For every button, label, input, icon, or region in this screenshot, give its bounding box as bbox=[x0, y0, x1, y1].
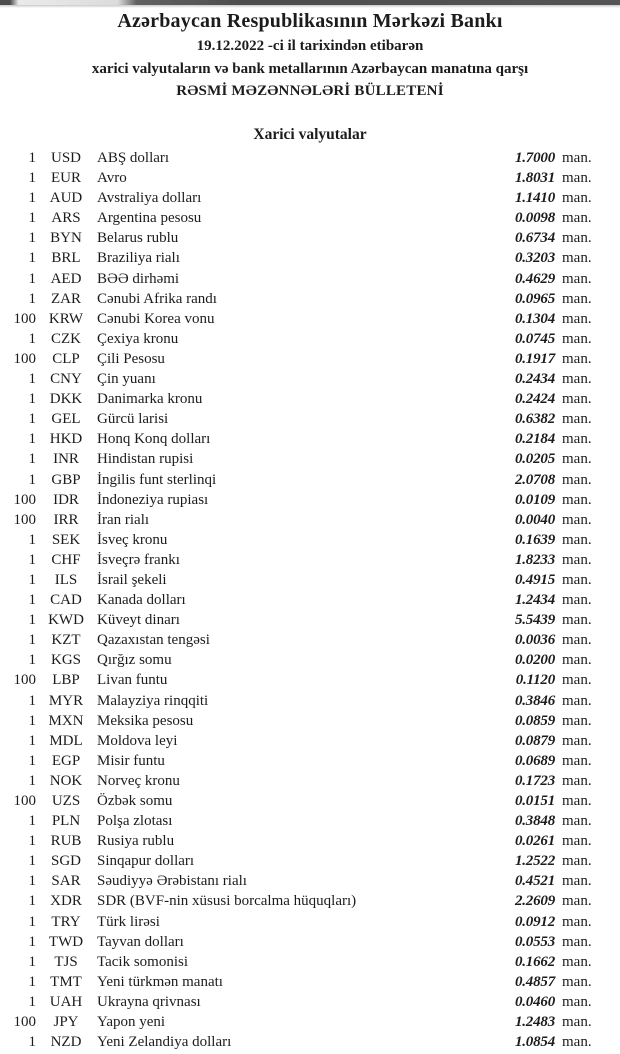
rate-unit: man. bbox=[562, 652, 592, 669]
quantity: 100 bbox=[13, 672, 36, 689]
rate-unit: man. bbox=[562, 772, 592, 789]
bulletin-subject: xarici valyutaların və bank metallarının Azərbaycan manatına qarşı bbox=[91, 61, 529, 77]
table-row bbox=[0, 510, 620, 530]
currency-name: Özbək somu bbox=[97, 793, 173, 809]
rate-value: 0.0689 bbox=[514, 752, 555, 769]
currency-name: İngilis funt sterlinqi bbox=[97, 471, 217, 488]
currency-code: GEL bbox=[51, 411, 81, 428]
table-row bbox=[0, 550, 620, 570]
table-row bbox=[0, 449, 620, 469]
rate-value: 0.6382 bbox=[514, 411, 555, 428]
currency-code: HKD bbox=[49, 431, 83, 448]
rate-unit: man. bbox=[562, 813, 592, 830]
currency-name: Tayvan dolları bbox=[97, 933, 184, 950]
currency-name: Polşa zlotası bbox=[97, 813, 173, 830]
quantity: 100 bbox=[13, 491, 36, 508]
table-row bbox=[0, 630, 620, 650]
table-row bbox=[0, 188, 620, 208]
quantity: 1 bbox=[28, 772, 36, 789]
currency-name: Moldova leyi bbox=[97, 732, 178, 749]
quantity: 1 bbox=[28, 813, 36, 830]
currency-code: CZK bbox=[51, 330, 81, 347]
currency-code: RUB bbox=[50, 833, 82, 850]
table-row bbox=[0, 228, 620, 248]
table-row bbox=[0, 650, 620, 670]
quantity: 1 bbox=[28, 290, 36, 307]
rate-unit: man. bbox=[562, 793, 592, 809]
currency-name: Honq Konq dolları bbox=[97, 431, 211, 448]
currency-code: TMT bbox=[50, 973, 82, 990]
currency-name: Yapon yeni bbox=[97, 1014, 166, 1031]
quantity: 1 bbox=[28, 371, 36, 388]
quantity: 1 bbox=[28, 391, 36, 408]
rate-value: 1.2522 bbox=[514, 853, 555, 870]
table-row bbox=[0, 1032, 620, 1052]
quantity: 1 bbox=[28, 471, 36, 488]
quantity: 1 bbox=[28, 973, 36, 990]
rate-value: 0.0553 bbox=[514, 933, 555, 950]
quantity: 1 bbox=[28, 592, 36, 609]
rate-unit: man. bbox=[562, 712, 592, 729]
rate-unit: man. bbox=[562, 431, 592, 448]
rate-unit: man. bbox=[562, 290, 592, 307]
table-row bbox=[0, 972, 620, 992]
rate-unit: man. bbox=[562, 893, 592, 910]
quantity: 1 bbox=[28, 732, 36, 749]
table-row bbox=[0, 610, 620, 630]
quantity: 100 bbox=[13, 511, 36, 528]
currency-name: Belarus rublu bbox=[97, 230, 179, 247]
currency-name: Çili Pesosu bbox=[97, 350, 165, 367]
table-row bbox=[0, 389, 620, 409]
quantity: 1 bbox=[28, 330, 36, 347]
rate-unit: man. bbox=[562, 250, 592, 267]
currency-code: NOK bbox=[49, 772, 83, 789]
quantity: 1 bbox=[28, 833, 36, 850]
currency-code: CHF bbox=[51, 551, 81, 568]
currency-code: KGS bbox=[50, 652, 81, 669]
currency-name: Misir funtu bbox=[97, 752, 165, 769]
rate-unit: man. bbox=[562, 210, 592, 227]
quantity: 1 bbox=[28, 632, 36, 649]
rate-unit: man. bbox=[562, 391, 592, 408]
currency-name: İran rialı bbox=[97, 511, 150, 528]
currency-code: BYN bbox=[50, 230, 82, 247]
quantity: 100 bbox=[13, 350, 36, 367]
currency-name: Səudiyyə Ərəbistanı rialı bbox=[97, 873, 247, 890]
rate-value: 0.0261 bbox=[514, 833, 555, 850]
rate-value: 0.6734 bbox=[514, 230, 555, 247]
currency-code: KZT bbox=[51, 632, 81, 649]
rate-unit: man. bbox=[562, 411, 592, 428]
quantity: 1 bbox=[28, 270, 36, 287]
currency-name: BƏƏ dirhəmi bbox=[97, 270, 180, 287]
quantity: 1 bbox=[28, 190, 36, 207]
table-row bbox=[0, 992, 620, 1012]
rate-value: 0.1723 bbox=[514, 772, 555, 789]
rate-value: 0.1917 bbox=[514, 350, 555, 367]
currency-name: Yeni türkmən manatı bbox=[97, 973, 223, 990]
currency-name: İsveçrə frankı bbox=[97, 551, 180, 568]
currency-name: İndoneziya rupiası bbox=[97, 491, 209, 508]
rate-value: 0.1304 bbox=[514, 310, 555, 327]
currency-code: MYR bbox=[48, 692, 84, 709]
rate-value: 0.0200 bbox=[514, 652, 555, 669]
currency-name: Avro bbox=[97, 170, 127, 187]
currency-name: Cənubi Korea vonu bbox=[97, 310, 215, 327]
currency-name: Livan funtu bbox=[97, 672, 168, 689]
currency-code: ZAR bbox=[51, 290, 81, 307]
rate-value: 0.4857 bbox=[514, 973, 555, 990]
rate-value: 0.1120 bbox=[515, 672, 555, 689]
currency-name: Cənubi Afrika randı bbox=[97, 290, 217, 307]
table-row bbox=[0, 932, 620, 952]
rate-value: 0.1662 bbox=[514, 953, 555, 970]
table-row bbox=[0, 751, 620, 771]
rate-value: 0.2434 bbox=[514, 371, 555, 388]
quantity: 100 bbox=[13, 310, 36, 327]
currency-code: SEK bbox=[51, 531, 81, 548]
rate-value: 0.0151 bbox=[514, 793, 555, 809]
currency-code: XDR bbox=[50, 893, 82, 910]
currency-name: Qazaxıstan tengəsi bbox=[97, 632, 210, 649]
quantity: 1 bbox=[28, 913, 36, 930]
currency-code: DKK bbox=[49, 391, 83, 408]
table-row bbox=[0, 148, 620, 168]
rate-unit: man. bbox=[562, 1014, 592, 1031]
currency-name: Rusiya rublu bbox=[97, 833, 175, 850]
rate-value: 1.2434 bbox=[514, 592, 555, 609]
currency-code: CAD bbox=[50, 592, 82, 609]
currency-name: Braziliya rialı bbox=[97, 250, 180, 267]
currency-name: Argentina pesosu bbox=[97, 210, 202, 227]
currency-code: UAH bbox=[49, 993, 83, 1010]
quantity: 1 bbox=[28, 531, 36, 548]
rate-unit: man. bbox=[562, 1034, 592, 1051]
currency-name: Türk lirəsi bbox=[97, 913, 160, 930]
table-row bbox=[0, 691, 620, 711]
rate-unit: man. bbox=[562, 531, 592, 548]
rate-value: 0.0965 bbox=[514, 290, 555, 307]
currency-code: UZS bbox=[51, 793, 81, 809]
table-row bbox=[0, 851, 620, 871]
currency-code: AUD bbox=[49, 190, 83, 207]
effective-date: 19.12.2022 -ci il tarixindən etibarən bbox=[196, 38, 424, 54]
currency-name: Norveç kronu bbox=[97, 772, 180, 789]
quantity: 100 bbox=[13, 793, 36, 809]
rate-unit: man. bbox=[562, 150, 592, 166]
currency-code: KWD bbox=[48, 612, 84, 629]
rate-unit: man. bbox=[562, 592, 592, 609]
rate-unit: man. bbox=[562, 853, 592, 870]
currency-code: TRY bbox=[51, 913, 81, 930]
table-row bbox=[0, 952, 620, 972]
table-row bbox=[0, 490, 620, 510]
table-row bbox=[0, 791, 620, 811]
table-row bbox=[0, 871, 620, 891]
rate-unit: man. bbox=[562, 913, 592, 930]
quantity: 1 bbox=[28, 873, 36, 890]
rate-unit: man. bbox=[562, 350, 592, 367]
rate-value: 5.5439 bbox=[514, 612, 555, 629]
rate-value: 0.0912 bbox=[514, 913, 555, 930]
quantity: 1 bbox=[28, 250, 36, 267]
currency-name: Yeni Zelandiya dolları bbox=[97, 1034, 232, 1051]
currency-name: İsveç kronu bbox=[97, 531, 168, 548]
currency-name: İsrail şekeli bbox=[97, 571, 167, 588]
rate-unit: man. bbox=[562, 993, 592, 1010]
quantity: 1 bbox=[28, 612, 36, 629]
currency-name: Danimarka kronu bbox=[97, 391, 203, 408]
currency-code: IRR bbox=[53, 511, 79, 528]
rate-value: 0.0879 bbox=[514, 732, 555, 749]
rate-unit: man. bbox=[562, 491, 592, 508]
currency-name: Küveyt dinarı bbox=[97, 612, 180, 629]
section-title-foreign-currencies: Xarici valyutalar bbox=[253, 126, 367, 143]
quantity: 100 bbox=[13, 1014, 36, 1031]
currency-name: Gürcü larisi bbox=[97, 411, 169, 428]
rate-value: 0.3203 bbox=[514, 250, 555, 267]
rate-unit: man. bbox=[562, 551, 592, 568]
currency-code: USD bbox=[50, 150, 81, 166]
table-row bbox=[0, 208, 620, 228]
rate-value: 0.0460 bbox=[514, 993, 555, 1010]
quantity: 1 bbox=[28, 752, 36, 769]
currency-code: SGD bbox=[50, 853, 81, 870]
table-row bbox=[0, 530, 620, 550]
rate-value: 0.0036 bbox=[514, 632, 555, 649]
rate-unit: man. bbox=[562, 833, 592, 850]
quantity: 1 bbox=[28, 993, 36, 1010]
quantity: 1 bbox=[28, 551, 36, 568]
table-row bbox=[0, 891, 620, 911]
currency-name: Kanada dolları bbox=[97, 592, 186, 609]
rate-unit: man. bbox=[562, 190, 592, 207]
rate-value: 1.8031 bbox=[514, 170, 555, 187]
quantity: 1 bbox=[28, 451, 36, 468]
currency-name: Qırğız somu bbox=[97, 652, 172, 669]
rate-unit: man. bbox=[562, 873, 592, 890]
quantity: 1 bbox=[28, 893, 36, 910]
quantity: 1 bbox=[28, 170, 36, 187]
currency-code: ILS bbox=[54, 571, 78, 588]
rate-value: 0.0205 bbox=[514, 451, 555, 468]
currency-code: ARS bbox=[51, 210, 81, 227]
rate-unit: man. bbox=[562, 752, 592, 769]
currency-code: MDL bbox=[49, 732, 83, 749]
rate-value: 0.4521 bbox=[514, 873, 555, 890]
rate-value: 1.1410 bbox=[514, 190, 555, 207]
currency-code: PLN bbox=[51, 813, 81, 830]
rate-value: 0.0109 bbox=[514, 491, 555, 508]
currency-code: TJS bbox=[54, 953, 78, 970]
currency-code: MXN bbox=[48, 712, 84, 729]
table-row bbox=[0, 1012, 620, 1032]
rate-unit: man. bbox=[562, 471, 592, 488]
currency-code: CNY bbox=[50, 371, 82, 388]
rate-unit: man. bbox=[562, 230, 592, 247]
rate-value: 0.0745 bbox=[514, 330, 555, 347]
rate-unit: man. bbox=[562, 632, 592, 649]
currency-code: JPY bbox=[53, 1014, 79, 1031]
table-row bbox=[0, 168, 620, 188]
rate-unit: man. bbox=[562, 953, 592, 970]
rate-unit: man. bbox=[562, 973, 592, 990]
scan-artifact-top-strip bbox=[0, 0, 620, 5]
quantity: 1 bbox=[28, 933, 36, 950]
quantity: 1 bbox=[28, 411, 36, 428]
quantity: 1 bbox=[28, 210, 36, 227]
bulletin-title: RƏSMİ MƏZƏNNƏLƏRİ BÜLLETENİ bbox=[176, 83, 444, 99]
quantity: 1 bbox=[28, 692, 36, 709]
table-row bbox=[0, 670, 620, 690]
quantity: 1 bbox=[28, 571, 36, 588]
rate-unit: man. bbox=[562, 672, 592, 689]
table-row bbox=[0, 470, 620, 490]
currency-name: Avstraliya dolları bbox=[97, 190, 202, 207]
quantity: 1 bbox=[28, 1034, 36, 1051]
rate-value: 2.0708 bbox=[514, 471, 555, 488]
currency-name: SDR (BVF-nin xüsusi borcalma hüquqları) bbox=[97, 893, 357, 910]
rate-value: 1.2483 bbox=[514, 1014, 555, 1031]
table-row bbox=[0, 309, 620, 329]
rate-value: 0.3848 bbox=[514, 813, 555, 830]
bank-title: Azərbaycan Respublikasının Mərkəzi Bankı bbox=[117, 10, 503, 32]
currency-name: Tacik somonisi bbox=[97, 953, 189, 970]
rate-value: 1.0854 bbox=[514, 1034, 555, 1051]
currency-code: NZD bbox=[50, 1034, 82, 1051]
rate-value: 1.8233 bbox=[514, 551, 555, 568]
table-row bbox=[0, 731, 620, 751]
table-row bbox=[0, 831, 620, 851]
table-row bbox=[0, 771, 620, 791]
document-header bbox=[0, 0, 620, 100]
rate-value: 2.2609 bbox=[514, 893, 555, 910]
table-row bbox=[0, 811, 620, 831]
currency-name: Ukrayna qrivnası bbox=[97, 993, 201, 1010]
quantity: 1 bbox=[28, 652, 36, 669]
quantity: 1 bbox=[28, 230, 36, 247]
currency-name: Meksika pesosu bbox=[97, 712, 194, 729]
quantity: 1 bbox=[28, 853, 36, 870]
currency-name: Çexiya kronu bbox=[97, 330, 179, 347]
rate-unit: man. bbox=[562, 170, 592, 187]
rate-unit: man. bbox=[562, 310, 592, 327]
currency-code: LBP bbox=[52, 672, 80, 689]
quantity: 1 bbox=[28, 712, 36, 729]
currency-code: IDR bbox=[53, 491, 79, 508]
quantity: 1 bbox=[28, 150, 36, 166]
rate-value: 0.0098 bbox=[514, 210, 555, 227]
table-row bbox=[0, 711, 620, 731]
rate-unit: man. bbox=[562, 330, 592, 347]
currency-code: AED bbox=[50, 270, 82, 287]
currency-name: Çin yuanı bbox=[97, 371, 156, 388]
rate-value: 0.0859 bbox=[514, 712, 555, 729]
table-row bbox=[0, 590, 620, 610]
rate-unit: man. bbox=[562, 692, 592, 709]
rate-unit: man. bbox=[562, 511, 592, 528]
quantity: 1 bbox=[28, 431, 36, 448]
table-row bbox=[0, 248, 620, 268]
currency-code: BRL bbox=[51, 250, 81, 267]
table-row bbox=[0, 289, 620, 309]
table-row bbox=[0, 349, 620, 369]
currency-code: EUR bbox=[51, 170, 81, 187]
rate-unit: man. bbox=[562, 612, 592, 629]
quantity: 1 bbox=[28, 953, 36, 970]
rate-unit: man. bbox=[562, 270, 592, 287]
table-row bbox=[0, 570, 620, 590]
table-row bbox=[0, 329, 620, 349]
rate-value: 0.0040 bbox=[514, 511, 555, 528]
rate-unit: man. bbox=[562, 451, 592, 468]
currency-code: EGP bbox=[51, 752, 81, 769]
rate-value: 1.7000 bbox=[514, 150, 555, 166]
currency-code: INR bbox=[53, 451, 79, 468]
currency-name: Sinqapur dolları bbox=[97, 853, 195, 870]
table-row bbox=[0, 369, 620, 389]
currency-code: TWD bbox=[48, 933, 84, 950]
currency-name: ABŞ dolları bbox=[97, 150, 170, 166]
currency-code: SAR bbox=[51, 873, 81, 890]
rate-value: 0.2424 bbox=[514, 391, 555, 408]
rate-value: 0.2184 bbox=[514, 431, 555, 448]
currency-code: CLP bbox=[52, 350, 80, 367]
table-row bbox=[0, 429, 620, 449]
rates-table bbox=[0, 148, 620, 1052]
rate-unit: man. bbox=[562, 371, 592, 388]
currency-code: GBP bbox=[51, 471, 81, 488]
currency-code: KRW bbox=[48, 310, 84, 327]
table-row bbox=[0, 409, 620, 429]
rate-unit: man. bbox=[562, 732, 592, 749]
currency-name: Malayziya rinqqiti bbox=[97, 692, 209, 709]
rate-value: 0.1639 bbox=[514, 531, 555, 548]
rate-value: 0.3846 bbox=[514, 692, 555, 709]
rate-unit: man. bbox=[562, 933, 592, 950]
table-row bbox=[0, 912, 620, 932]
rate-value: 0.4915 bbox=[514, 571, 555, 588]
currency-name: Hindistan rupisi bbox=[97, 451, 194, 468]
rate-value: 0.4629 bbox=[514, 270, 555, 287]
table-row bbox=[0, 269, 620, 289]
rate-unit: man. bbox=[562, 571, 592, 588]
